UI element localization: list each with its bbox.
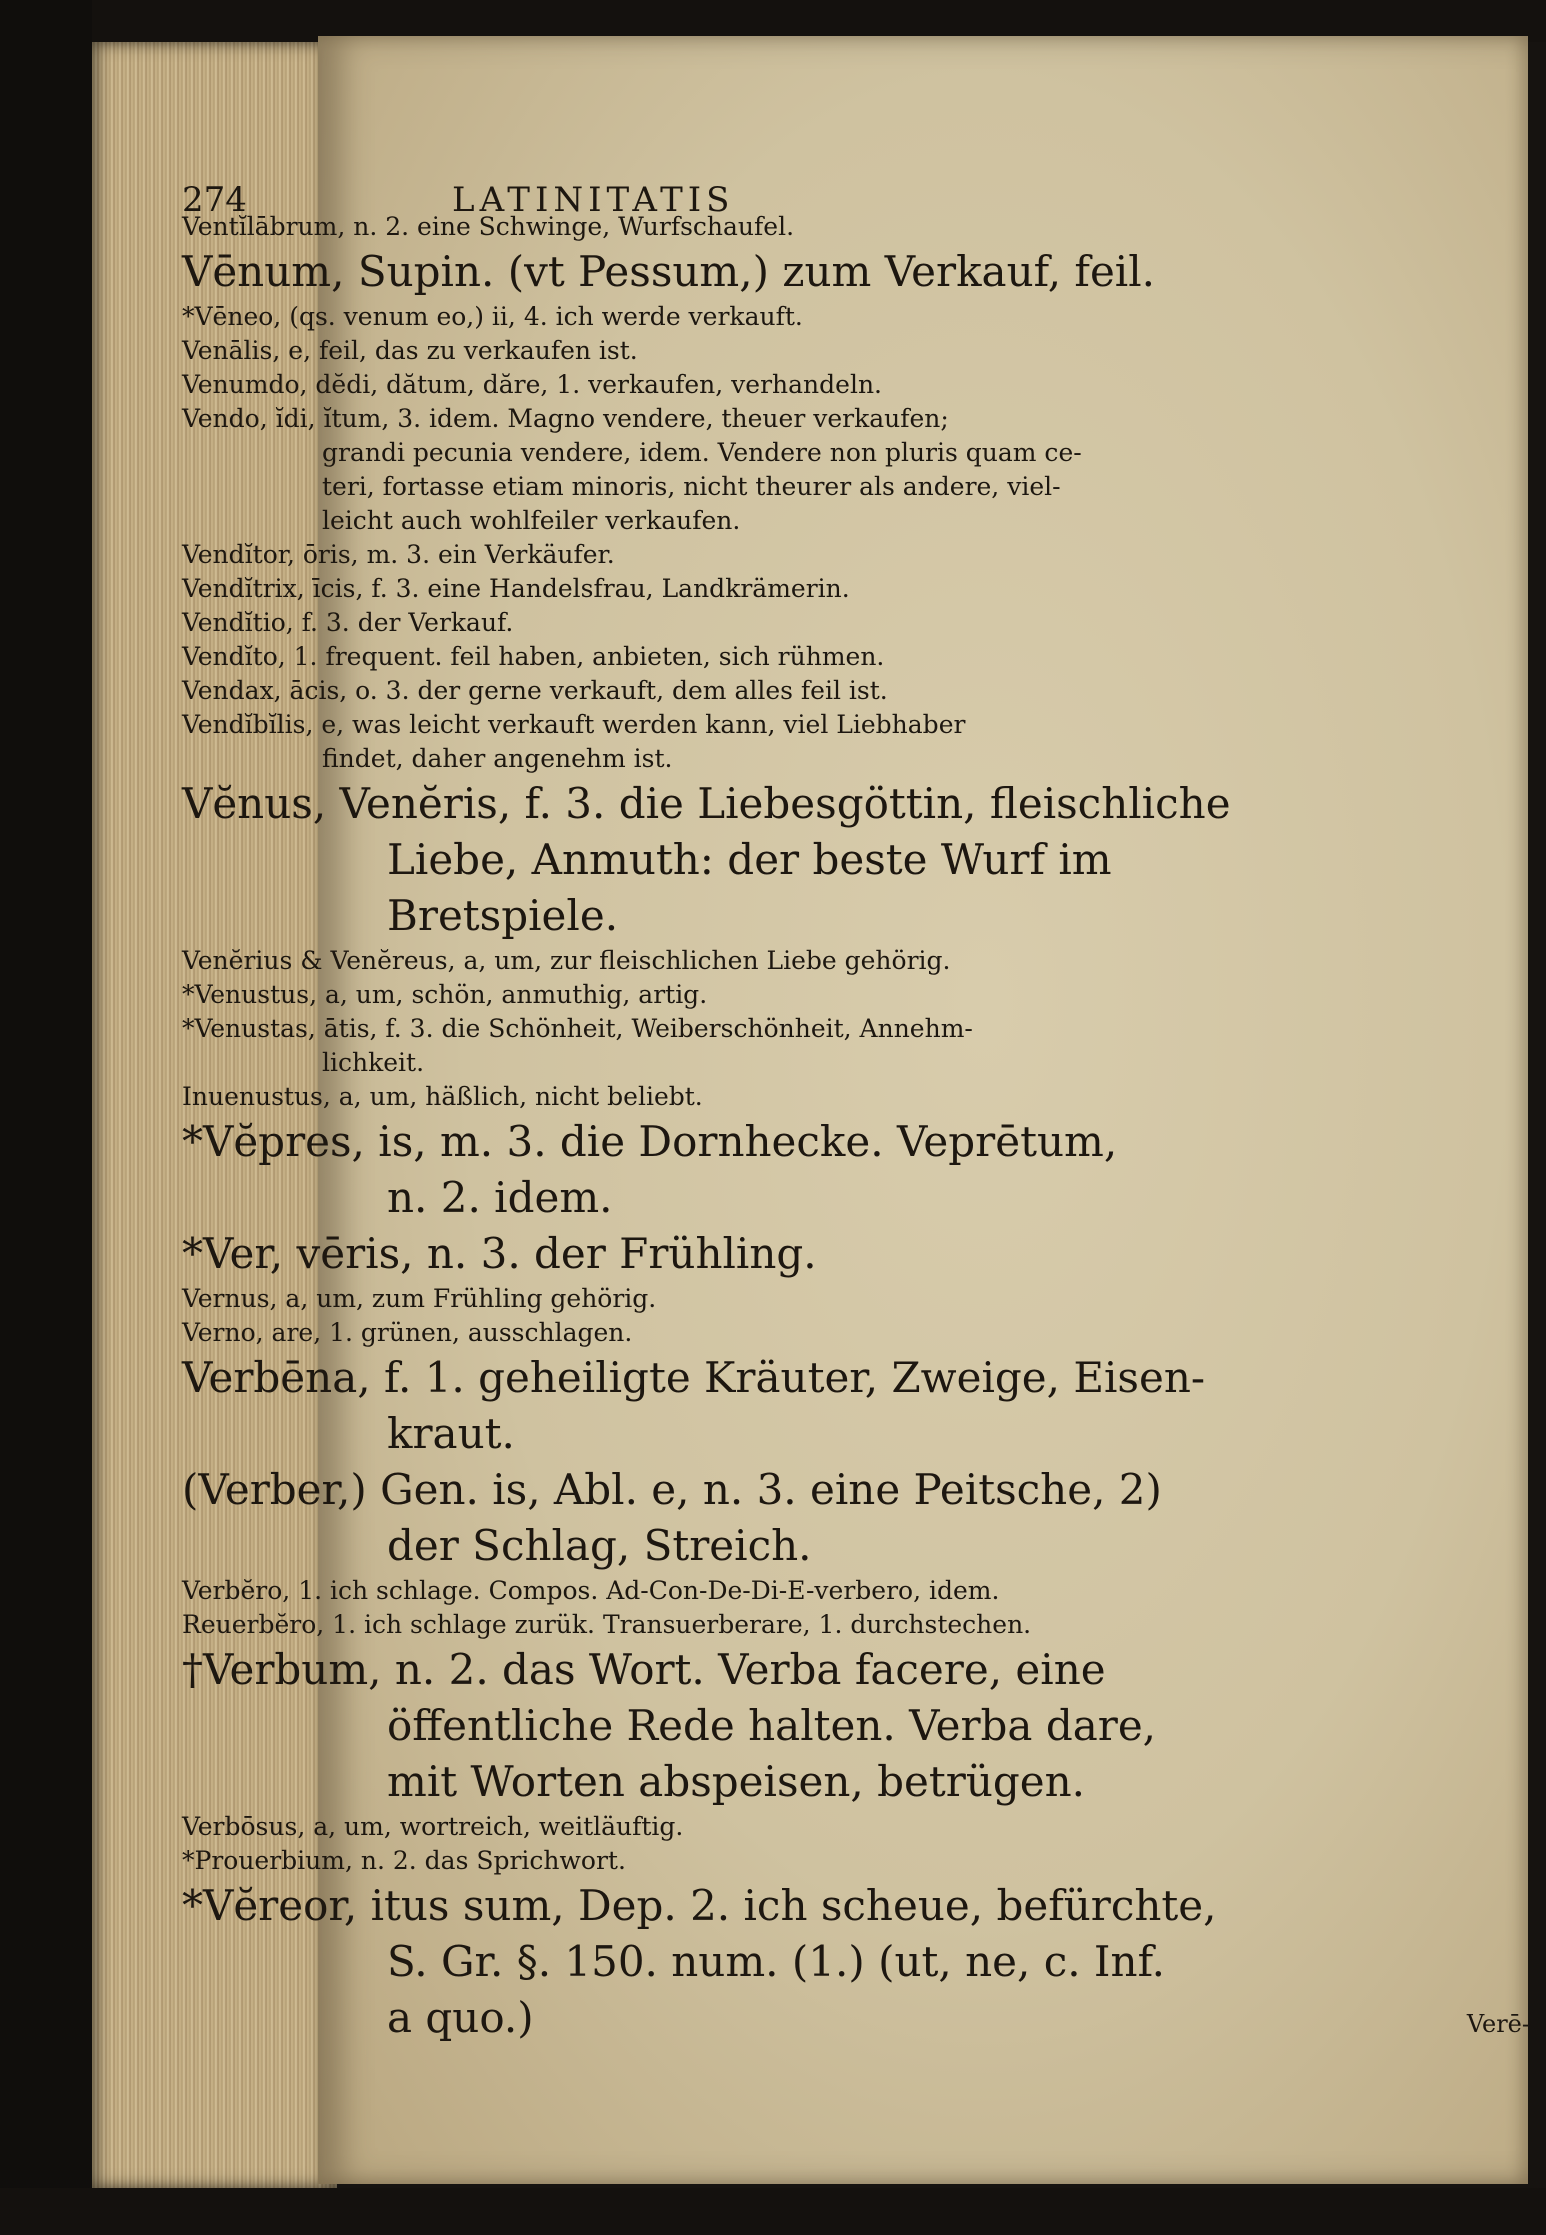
dictionary-entry-line: Verno, are, 1. grünen, ausschlagen. [182,1318,633,1347]
entry-continuation-line: Liebe, Anmuth: der beste Wurf im [387,835,1112,884]
entry-continuation-line: n. 2. idem. [387,1173,613,1222]
dictionary-entry-line: Verbĕro, 1. ich schlage. Compos. Ad-Con-De-Di-E-verbero, idem. [182,1576,1000,1605]
dictionary-entry-line: Reuerbĕro, 1. ich schlage zurük. Transuerberare, 1. durchstechen. [182,1610,1032,1639]
dictionary-entry-line: *Prouerbium, n. 2. das Sprichwort. [182,1846,626,1875]
dictionary-entry-line: *Vēneo, (qs. venum eo,) ii, 4. ich werde verkauft. [182,302,803,331]
running-head: LATINITATIS [452,180,735,220]
dictionary-entry-line: Vendĭtor, ōris, m. 3. ein Verkäufer. [182,540,615,569]
dictionary-entry-line: Vēnum, Supin. (vt Pessum,) zum Verkauf, feil. [182,247,1156,296]
dictionary-entry-line: Venālis, e, feil, das zu verkaufen ist. [182,336,638,365]
dictionary-entry-line: Vendĭbĭlis, e, was leicht verkauft werden kann, viel Liebhaber [182,710,966,739]
dictionary-entry-line: Vendĭtrix, īcis, f. 3. eine Handelsfrau, Landkrämerin. [182,574,850,603]
entry-continuation-line: findet, daher angenehm ist. [322,744,673,773]
entry-continuation-line: leicht auch wohlfeiler verkaufen. [322,506,741,535]
dictionary-entry-line: Ventĭlābrum, n. 2. eine Schwinge, Wurfschaufel. [182,212,795,241]
catchword: Verē- [1466,2010,1530,2038]
dictionary-entry-line: Verbōsus, a, um, wortreich, weitläuftig. [182,1812,684,1841]
page-header [182,130,1522,220]
entry-continuation-line: mit Worten abspeisen, betrügen. [387,1757,1086,1806]
dictionary-entries [182,210,1530,2046]
page-text [182,130,1530,2046]
dictionary-entry-line: *Ver, vēris, n. 3. der Frühling. [182,1229,817,1278]
dictionary-entry-line: Vendo, ĭdi, ĭtum, 3. idem. Magno vendere, theuer verkaufen; [182,404,949,433]
entry-continuation-line: S. Gr. §. 150. num. (1.) (ut, ne, c. Inf. [387,1937,1165,1986]
entry-continuation-line: teri, fortasse etiam minoris, nicht theurer als andere, viel- [322,472,1061,501]
entry-continuation-line: kraut. [387,1409,515,1458]
entry-continuation-line: grandi pecunia vendere, idem. Vendere non pluris quam ce- [322,438,1082,467]
dictionary-entry-line: Vernus, a, um, zum Frühling gehörig. [182,1284,657,1313]
dictionary-entry-line: Venĕrius & Venĕreus, a, um, zur fleischlichen Liebe gehörig. [182,946,951,975]
dictionary-entry-line: Vendĭto, 1. frequent. feil haben, anbieten, sich rühmen. [182,642,885,671]
dictionary-entry-line: Vendĭtio, f. 3. der Verkauf. [182,608,514,637]
entry-continuation-line: Bretspiele. [387,891,619,940]
dictionary-entry-line: Verbēna, f. 1. geheiligte Kräuter, Zweige, Eisen- [182,1353,1206,1402]
entry-continuation-line: der Schlag, Streich. [387,1521,812,1570]
book-cover-bottom [0,2188,1546,2235]
dictionary-entry-line: *Vĕpres, is, m. 3. die Dornhecke. Veprētum, [182,1117,1118,1166]
dictionary-entry-line: Vendax, ācis, o. 3. der gerne verkauft, dem alles feil ist. [182,676,888,705]
dictionary-entry-line: *Venustus, a, um, schön, anmuthig, artig. [182,980,708,1009]
dictionary-entry-line: *Vĕreor, itus sum, Dep. 2. ich scheue, befürchte, [182,1881,1217,1930]
page-number: 274 [182,180,247,220]
dictionary-entry-line: Venumdo, dĕdi, dătum, dăre, 1. verkaufen, verhandeln. [182,370,882,399]
dictionary-entry-line: (Verber,) Gen. is, Abl. e, n. 3. eine Peitsche, 2) [182,1465,1162,1514]
entry-continuation-line: lichkeit. [322,1048,425,1077]
dictionary-entry-line: *Venustas, ātis, f. 3. die Schönheit, Weiberschönheit, Annehm- [182,1014,973,1043]
dictionary-entry-line: Inuenustus, a, um, häßlich, nicht beliebt. [182,1082,703,1111]
entry-continuation-line: a quo.) Verē- [182,1990,1522,2046]
entry-continuation-line: öffentliche Rede halten. Verba dare, [387,1701,1157,1750]
book-cover-left [0,0,92,2235]
dictionary-entry-line: †Verbum, n. 2. das Wort. Verba facere, eine [182,1645,1106,1694]
dictionary-entry-line: Vĕnus, Venĕris, f. 3. die Liebesgöttin, fleischliche [182,779,1231,828]
